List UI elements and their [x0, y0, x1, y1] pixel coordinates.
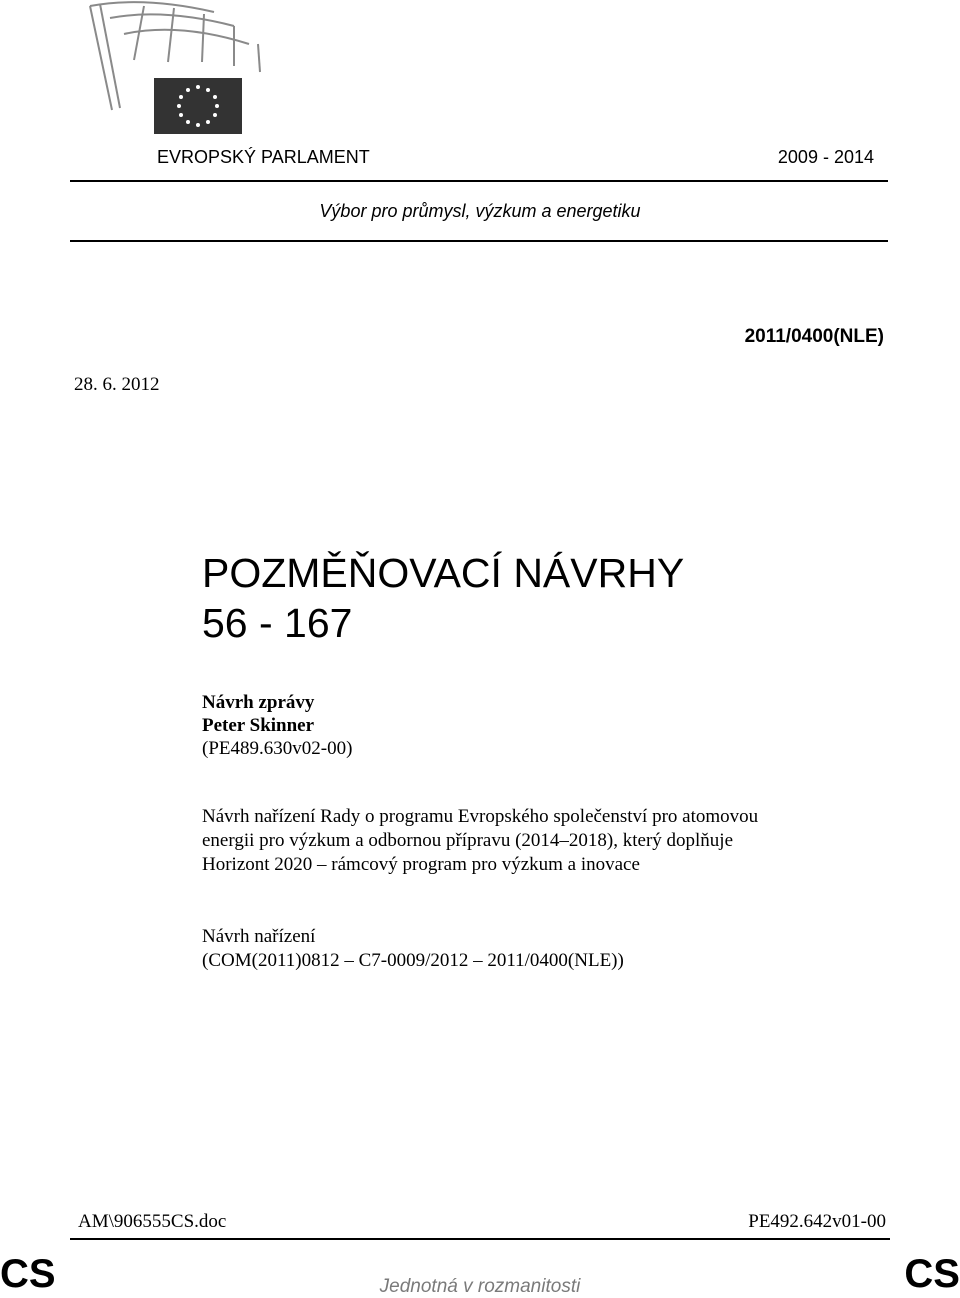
document-title — [202, 548, 684, 648]
eu-motto: Jednotná v rozmanitosti — [379, 1276, 581, 1297]
report-block — [202, 691, 352, 760]
procedure-number: 2011/0400(NLE) — [744, 326, 884, 347]
committee-name: Výbor pro průmysl, výzkum a energetiku — [319, 201, 641, 221]
committee-divider — [70, 240, 888, 242]
proposal-reference: (COM(2011)0812 – C7-0009/2012 – 2011/0400(NLE)) — [202, 950, 624, 971]
proposal-type: Návrh nařízení — [202, 926, 316, 947]
rapporteur-name: Peter Skinner — [202, 715, 315, 736]
language-code-left: CS — [0, 1252, 56, 1296]
proposal-reference-block — [202, 925, 882, 973]
title-line-1: POZMĚŇOVACÍ NÁVRHY — [202, 550, 685, 596]
report-label: Návrh zprávy — [202, 692, 315, 713]
european-parliament-logo — [84, 0, 284, 140]
report-reference: (PE489.630v02-00) — [202, 738, 353, 759]
document-date: 28. 6. 2012 — [74, 374, 160, 395]
footer-divider — [70, 1238, 890, 1240]
language-code-right: CS — [904, 1252, 960, 1296]
proposal-description — [202, 805, 862, 877]
document-pe-reference: PE492.642v01-00 — [748, 1211, 886, 1232]
proposal-line: Návrh nařízení Rady o programu Evropského společenství pro atomovou — [202, 806, 759, 827]
proposal-line: energii pro výzkum a odbornou přípravu (2014–2018), který doplňuje — [202, 830, 734, 851]
proposal-line: Horizont 2020 – rámcový program pro výzkum a inovace — [202, 854, 640, 875]
header-divider — [70, 180, 888, 182]
document-file-reference: AM\906555CS.doc — [78, 1211, 227, 1232]
institution-name: EVROPSKÝ PARLAMENT — [157, 147, 370, 167]
parliamentary-term: 2009 - 2014 — [777, 147, 874, 167]
title-line-2: 56 - 167 — [202, 600, 353, 646]
